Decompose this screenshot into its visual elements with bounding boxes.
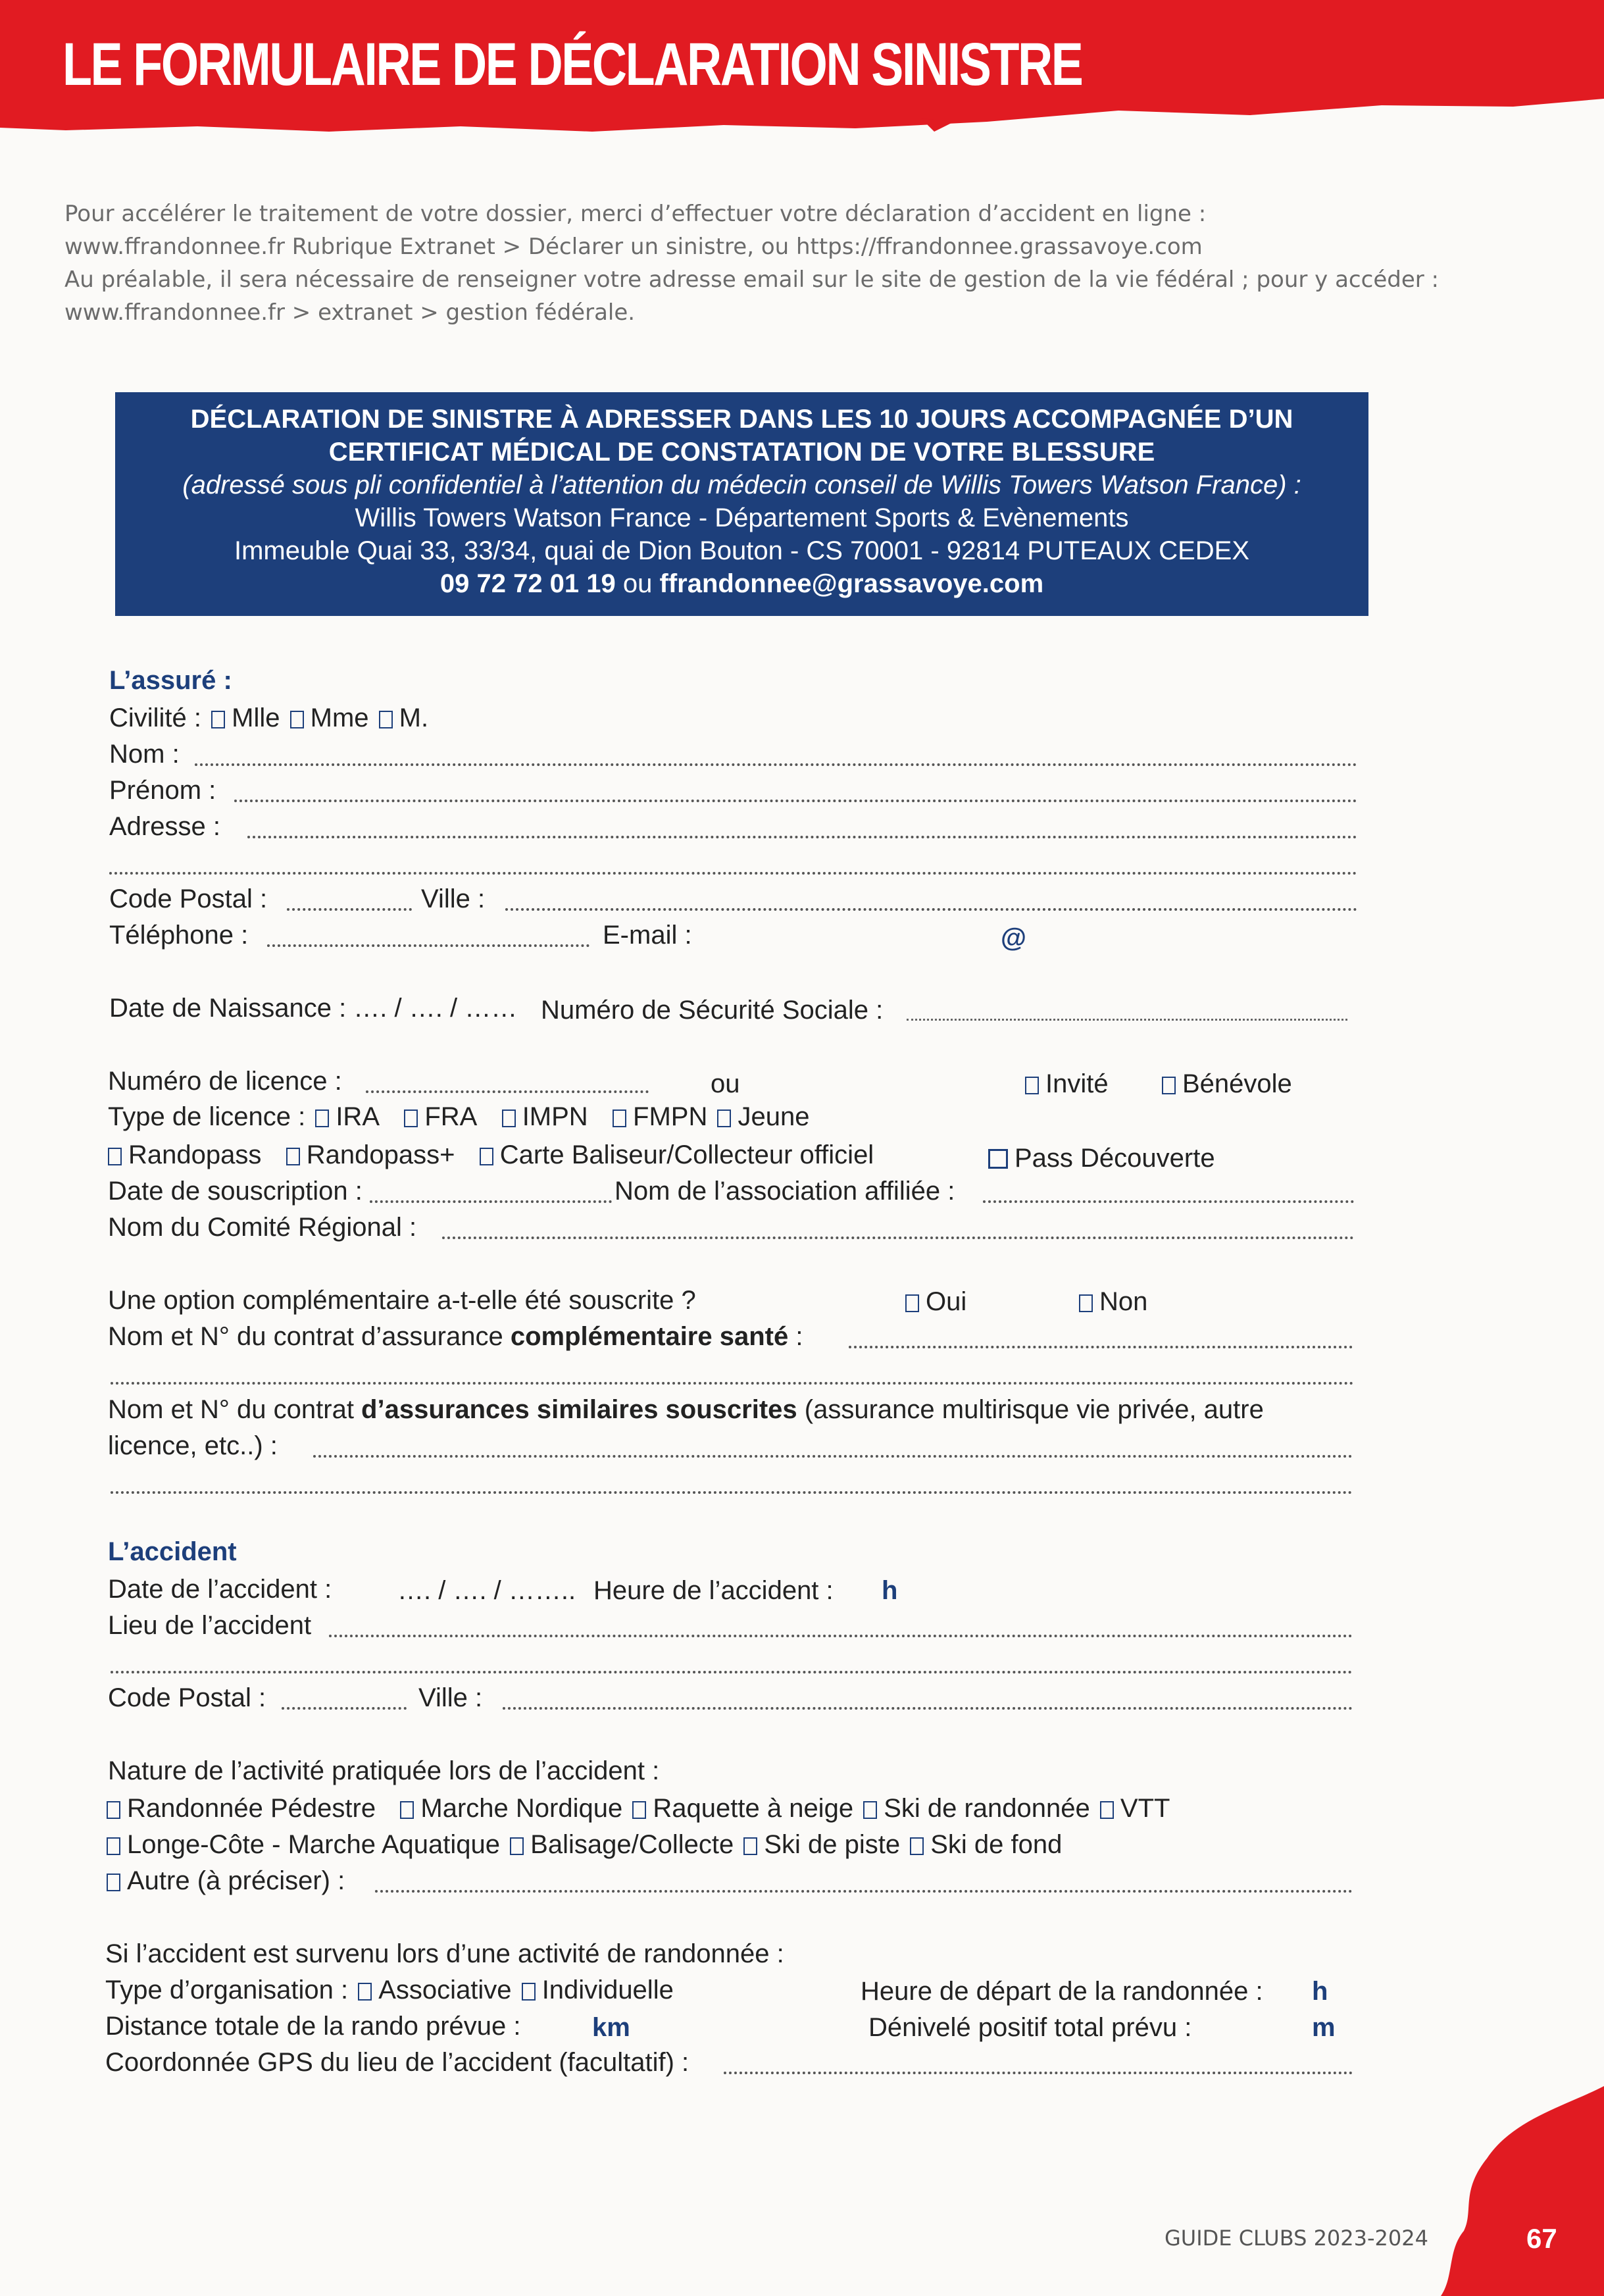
section-accident-title: L’accident xyxy=(108,1537,237,1566)
adresse-field[interactable] xyxy=(247,836,1357,838)
rando-question: Si l’accident est survenu lors d’une activité de randonnée : xyxy=(105,1939,784,1968)
comite-field[interactable] xyxy=(442,1237,1354,1239)
box-recipient: Willis Towers Watson France - Département Sports & Evènements xyxy=(355,503,1129,532)
checkbox-balisage[interactable] xyxy=(510,1837,524,1855)
similaires-field-2[interactable] xyxy=(111,1491,1353,1494)
label-mlle: Mlle xyxy=(232,703,280,732)
checkbox-ira[interactable] xyxy=(315,1110,329,1127)
page-title: LE FORMULAIRE DE DÉCLARATION SINISTRE xyxy=(63,31,1082,98)
checkbox-benevole[interactable] xyxy=(1162,1077,1176,1094)
date-souscription-label: Date de souscription : xyxy=(108,1177,363,1206)
civilite-row xyxy=(109,700,428,736)
date-accident-field[interactable]: …. / …. / …….. xyxy=(397,1576,576,1605)
licence-etc-label: licence, etc..) : xyxy=(108,1431,278,1460)
ville-accident-label: Ville : xyxy=(418,1683,483,1712)
code-postal-accident-field[interactable] xyxy=(282,1707,407,1710)
ville-field[interactable] xyxy=(505,908,1357,911)
heure-depart-label: Heure de départ de la randonnée : xyxy=(861,1977,1263,2006)
licence-field[interactable] xyxy=(366,1090,649,1093)
label-randopass-plus: Randopass+ xyxy=(306,1140,455,1169)
checkbox-randopass[interactable] xyxy=(108,1148,122,1165)
code-postal-field[interactable] xyxy=(287,908,412,911)
oui-option xyxy=(903,1284,966,1319)
prenom-field[interactable] xyxy=(234,800,1357,802)
adresse-field-2[interactable] xyxy=(109,872,1357,875)
similaires-label-start: Nom et N° du contrat xyxy=(108,1395,362,1424)
intro-line: Pour accélérer le traitement de votre dossier, merci d’effectuer votre déclaration d’accident en ligne : xyxy=(64,201,1207,227)
type-licence-row-2 xyxy=(105,1137,874,1173)
distance-label: Distance totale de la rando prévue : xyxy=(105,2012,521,2041)
label-individuelle: Individuelle xyxy=(541,1976,674,2004)
label-autre: Autre (à préciser) : xyxy=(127,1866,345,1895)
gps-label: Coordonnée GPS du lieu de l’accident (facultatif) : xyxy=(105,2048,689,2077)
pass-decouverte-option xyxy=(986,1140,1215,1176)
label-pass-decouverte: Pass Découverte xyxy=(1015,1144,1215,1173)
label-randopass: Randopass xyxy=(128,1140,262,1169)
label-vtt: VTT xyxy=(1120,1794,1170,1823)
ville-label: Ville : xyxy=(421,884,486,913)
activites-row-2 xyxy=(104,1827,1062,1862)
box-heading-line: DÉCLARATION DE SINISTRE À ADRESSER DANS LES 10 JOURS ACCOMPAGNÉE D’UN xyxy=(190,405,1293,434)
checkbox-non[interactable] xyxy=(1079,1294,1093,1312)
ville-accident-field[interactable] xyxy=(503,1707,1353,1710)
label-m: M. xyxy=(399,703,429,732)
label-carte-baliseur: Carte Baliseur/Collecteur officiel xyxy=(499,1140,874,1169)
email-label: E-mail : xyxy=(603,921,692,950)
section-assure-title: L’assuré : xyxy=(109,666,232,695)
label-raquette: Raquette à neige xyxy=(653,1794,854,1823)
denivele-label: Dénivelé positif total prévu : xyxy=(868,2013,1192,2042)
prenom-label: Prénom : xyxy=(109,776,216,805)
checkbox-associative[interactable] xyxy=(358,1983,372,2001)
denivele-unit: m xyxy=(1312,2013,1336,2042)
checkbox-randopass-plus[interactable] xyxy=(286,1148,300,1165)
telephone-label: Téléphone : xyxy=(109,921,249,950)
activites-row-3 xyxy=(104,1863,345,1899)
label-randonnee-pedestre: Randonnée Pédestre xyxy=(127,1794,376,1823)
licence-label: Numéro de licence : xyxy=(108,1067,342,1096)
intro-line: Au préalable, il sera nécessaire de renseigner votre adresse email sur le site de gestion de la vie fédéral ; pour y accéder : xyxy=(64,267,1439,293)
checkbox-randonnee-pedestre[interactable] xyxy=(107,1801,120,1819)
contrat-sante-field[interactable] xyxy=(849,1346,1353,1348)
contrat-sante-field-2[interactable] xyxy=(111,1382,1354,1385)
page-number: 67 xyxy=(1526,2223,1557,2254)
similaires-label xyxy=(108,1392,1264,1427)
checkbox-fra[interactable] xyxy=(404,1110,418,1127)
box-contact xyxy=(115,567,1368,600)
telephone-field[interactable] xyxy=(267,944,589,947)
label-balisage: Balisage/Collecte xyxy=(530,1830,734,1859)
label-oui: Oui xyxy=(926,1287,967,1316)
label-longe-cote: Longe-Côte - Marche Aquatique xyxy=(127,1830,501,1859)
nom-field[interactable] xyxy=(195,763,1357,766)
checkbox-autre[interactable] xyxy=(107,1874,120,1891)
label-jeune: Jeune xyxy=(738,1102,810,1131)
box-or: ou xyxy=(615,569,660,598)
date-souscription-field[interactable] xyxy=(370,1200,612,1203)
intro-line: www.ffrandonnee.fr Rubrique Extranet > Déclarer un sinistre, ou https://ffrandonnee.grassavoye.com xyxy=(64,234,1203,260)
intro-line: www.ffrandonnee.fr > extranet > gestion fédérale. xyxy=(64,299,636,326)
non-option xyxy=(1076,1284,1147,1319)
code-postal-label: Code Postal : xyxy=(109,884,268,913)
similaires-field[interactable] xyxy=(313,1455,1353,1458)
footer-page-badge xyxy=(1434,2079,1604,2296)
box-phone: 09 72 72 01 19 xyxy=(439,569,616,598)
label-associative: Associative xyxy=(378,1976,512,2004)
checkbox-ski-randonnee[interactable] xyxy=(863,1801,877,1819)
association-field[interactable] xyxy=(983,1200,1354,1203)
label-ira: IRA xyxy=(336,1102,380,1131)
gps-field[interactable] xyxy=(724,2072,1353,2074)
contrat-sante-label-start: Nom et N° du contrat d’assurance xyxy=(108,1322,511,1351)
label-marche-nordique: Marche Nordique xyxy=(420,1794,623,1823)
checkbox-vtt[interactable] xyxy=(1100,1801,1114,1819)
licence-or: ou xyxy=(711,1069,740,1098)
benevole-option xyxy=(1159,1066,1292,1102)
contrat-sante-label-end: : xyxy=(788,1322,803,1351)
comite-label: Nom du Comité Régional : xyxy=(108,1213,417,1242)
intro-text xyxy=(64,197,1545,329)
address-box xyxy=(115,392,1368,616)
similaires-label-end: (assurance multirisque vie privée, autre xyxy=(797,1395,1264,1424)
nature-label: Nature de l’activité pratiquée lors de l’accident : xyxy=(108,1756,660,1785)
label-fra: FRA xyxy=(424,1102,478,1131)
type-licence-label: Type de licence : xyxy=(108,1102,306,1131)
email-at-sign: @ xyxy=(1001,923,1027,952)
checkbox-m[interactable] xyxy=(379,711,393,728)
checkbox-carte-baliseur[interactable] xyxy=(480,1148,493,1165)
box-heading-line: CERTIFICAT MÉDICAL DE CONSTATATION DE VOTRE BLESSURE xyxy=(328,438,1155,467)
activites-row-1 xyxy=(104,1791,1170,1826)
heure-accident-unit: h xyxy=(882,1576,898,1605)
label-ski-randonnee: Ski de randonnée xyxy=(884,1794,1090,1823)
box-email: ffrandonnee@grassavoye.com xyxy=(659,569,1044,598)
code-postal-accident-label: Code Postal : xyxy=(108,1683,266,1712)
contrat-sante-label-bold: complémentaire santé xyxy=(510,1322,789,1351)
secu-field[interactable] xyxy=(907,1019,1347,1021)
checkbox-impn[interactable] xyxy=(502,1110,516,1127)
box-note: (adressé sous pli confidentiel à l’attention du médecin conseil de Willis Towers Watson France) : xyxy=(182,471,1301,499)
nom-label: Nom : xyxy=(109,740,180,769)
label-mme: Mme xyxy=(310,703,369,732)
footer-guide-label: GUIDE CLUBS 2023-2024 xyxy=(1165,2226,1428,2251)
checkbox-jeune[interactable] xyxy=(717,1110,731,1127)
civilite-label: Civilité : xyxy=(109,703,202,732)
heure-accident-label: Heure de l’accident : xyxy=(593,1576,834,1605)
checkbox-raquette[interactable] xyxy=(632,1801,646,1819)
label-benevole: Bénévole xyxy=(1182,1069,1292,1098)
checkbox-fmpn[interactable] xyxy=(613,1110,626,1127)
similaires-label-bold: d’assurances similaires souscrites xyxy=(361,1395,797,1424)
type-organisation-label: Type d’organisation : xyxy=(105,1976,349,2004)
label-impn: IMPN xyxy=(522,1102,588,1131)
heure-depart-unit: h xyxy=(1312,1977,1328,2006)
autre-field[interactable] xyxy=(375,1890,1353,1893)
secu-label: Numéro de Sécurité Sociale : xyxy=(541,996,884,1025)
distance-unit: km xyxy=(592,2013,630,2042)
checkbox-oui[interactable] xyxy=(905,1294,919,1312)
checkbox-ski-piste[interactable] xyxy=(743,1837,757,1855)
label-invite: Invité xyxy=(1045,1069,1109,1098)
type-licence-row xyxy=(108,1099,809,1135)
type-organisation-row xyxy=(105,1972,674,2008)
checkbox-ski-fond[interactable] xyxy=(910,1837,924,1855)
checkbox-longe-cote[interactable] xyxy=(107,1837,120,1855)
checkbox-individuelle[interactable] xyxy=(522,1983,536,2001)
option-question: Une option complémentaire a-t-elle été souscrite ? xyxy=(108,1286,696,1315)
label-non: Non xyxy=(1099,1287,1148,1316)
date-accident-label: Date de l’accident : xyxy=(108,1575,332,1604)
lieu-accident-field-2[interactable] xyxy=(111,1671,1353,1673)
invite-option xyxy=(1022,1066,1109,1102)
lieu-accident-field[interactable] xyxy=(329,1635,1353,1637)
label-ski-piste: Ski de piste xyxy=(764,1830,901,1859)
label-ski-fond: Ski de fond xyxy=(930,1830,1063,1859)
checkbox-mlle[interactable] xyxy=(211,711,225,728)
date-naissance-label: Date de Naissance : …. / …. / …… xyxy=(109,994,518,1023)
lieu-accident-label: Lieu de l’accident xyxy=(108,1611,312,1640)
adresse-label: Adresse : xyxy=(109,812,220,841)
checkbox-pass-decouverte[interactable] xyxy=(988,1149,1008,1169)
checkbox-mme[interactable] xyxy=(290,711,304,728)
checkbox-marche-nordique[interactable] xyxy=(400,1801,414,1819)
contrat-sante-label xyxy=(108,1319,803,1354)
label-fmpn: FMPN xyxy=(633,1102,708,1131)
association-label: Nom de l’association affiliée : xyxy=(614,1177,955,1206)
box-address: Immeuble Quai 33, 33/34, quai de Dion Bouton - CS 70001 - 92814 PUTEAUX CEDEX xyxy=(234,536,1250,565)
checkbox-invite[interactable] xyxy=(1025,1077,1039,1094)
